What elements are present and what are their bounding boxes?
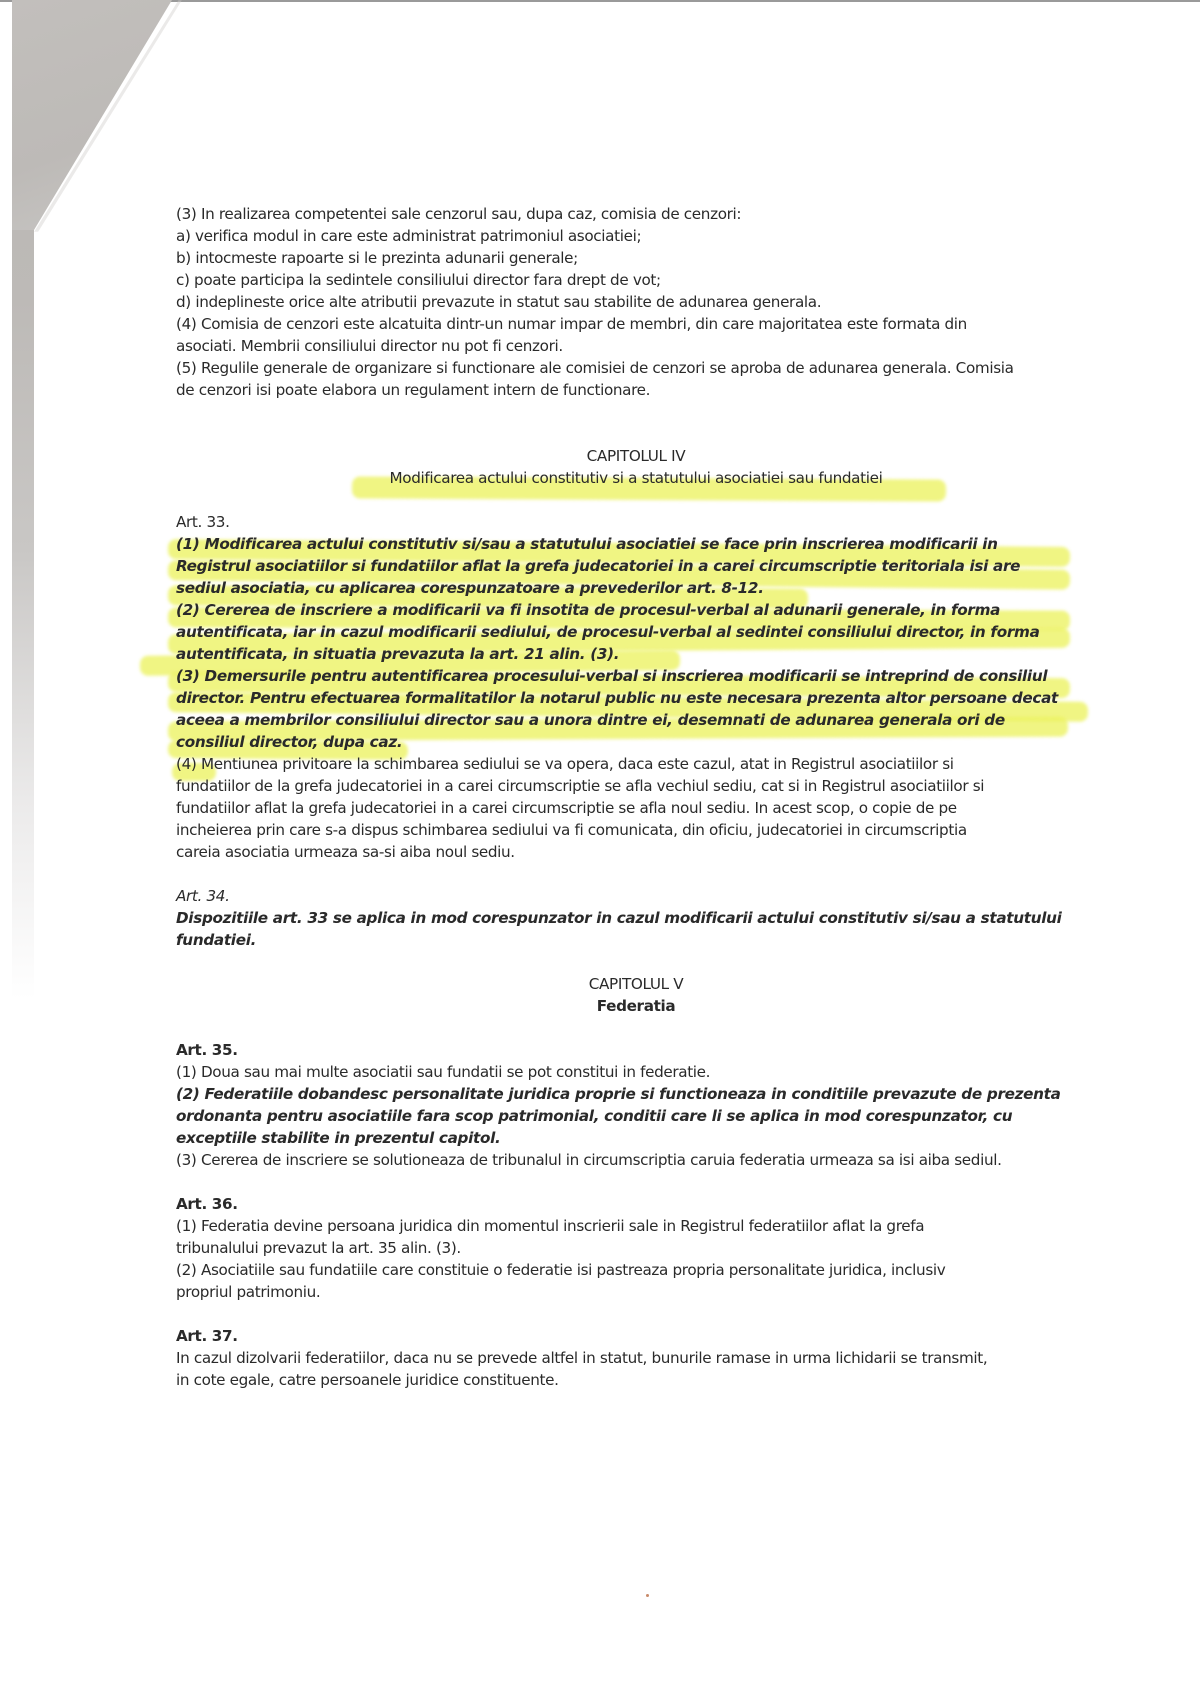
text-line: aceea a membrilor consiliului director sau a unora dintre ei, desemnati de adunarea generala ori de (176, 711, 1005, 729)
text-line: ordonanta pentru asociatiile fara scop patrimonial, conditii care li se aplica in mod corespunzator, cu (176, 1107, 1013, 1125)
article-heading: Art. 37. (176, 1327, 238, 1345)
text-line: c) poate participa la sedintele consiliului director fara drept de vot; (176, 271, 661, 289)
cenzori-section (176, 203, 1096, 401)
text-line: In cazul dizolvarii federatiilor, daca nu se prevede altfel in statut, bunurile ramase in urma lichidarii se transmit, (176, 1349, 988, 1367)
article-heading: Art. 33. (176, 513, 230, 531)
text-line: (5) Regulile generale de organizare si functionare ale comisiei de cenzori se aproba de adunarea generala. Comisia (176, 359, 1014, 377)
text-line: in cote egale, catre persoanele juridice constituente. (176, 1371, 559, 1389)
text-line: (2) Asociatiile sau fundatiile care constituie o federatie isi pastreaza propria personalitate juridica, inclusiv (176, 1261, 946, 1279)
text-line: incheierea prin care s-a dispus schimbarea sediului va fi comunicata, din oficiu, judecatoriei in circumscriptia (176, 821, 967, 839)
text-line: fundatiei. (176, 931, 257, 949)
chapter-title: Modificarea actului constitutiv si a statutului asociatiei sau fundatiei (389, 469, 883, 487)
article-heading: Art. 34. (176, 887, 230, 905)
text-line: tribunalului prevazut la art. 35 alin. (3). (176, 1239, 461, 1257)
text-line: (1) Federatia devine persoana juridica din momentul inscrierii sale in Registrul federatiilor aflat la grefa (176, 1217, 925, 1235)
article-36 (176, 1193, 1096, 1303)
article-35 (176, 1039, 1096, 1171)
text-line: b) intocmeste rapoarte si le prezinta adunarii generale; (176, 249, 578, 267)
document-page (176, 203, 1096, 1391)
text-line: propriul patrimoniu. (176, 1283, 321, 1301)
scan-speck (646, 1594, 649, 1597)
text-line: sediul asociatia, cu aplicarea corespunzatoare a prevederilor art. 8-12. (176, 579, 764, 597)
text-line: asociati. Membrii consiliului director nu pot fi cenzori. (176, 337, 563, 355)
article-37 (176, 1325, 1096, 1391)
text-line: Dispozitiile art. 33 se aplica in mod corespunzator in cazul modificarii actului constitutiv si/sau a statutului (176, 909, 1062, 927)
text-line: autentificata, in situatia prevazuta la art. 21 alin. (3). (176, 645, 620, 663)
text-line: a) verifica modul in care este administrat patrimoniul asociatiei; (176, 227, 642, 245)
text-line: (3) Demersurile pentru autentificarea procesului-verbal si inscrierea modificarii se intreprind de consiliul (176, 667, 1048, 685)
text-line: (4) Mentiunea privitoare la schimbarea sediului se va opera, daca este cazul, atat in Registrul asociatiilor si (176, 755, 954, 773)
scan-folded-corner (12, 0, 172, 230)
chapter-title: Federatia (596, 997, 676, 1015)
text-line: fundatiilor aflat la grefa judecatoriei in a carei circumscriptie se afla noul sediu. In acest scop, o copie de pe (176, 799, 957, 817)
text-line: autentificata, iar in cazul modificarii sediului, de procesul-verbal al sedintei consiliului director, in forma (176, 623, 1040, 641)
text-line: de cenzori isi poate elabora un regulament intern de functionare. (176, 381, 651, 399)
text-line: fundatiilor de la grefa judecatoriei in a carei circumscriptie se afla vechiul sediu, cat si in Registrul asociatiilor si (176, 777, 985, 795)
chapter-4-header (176, 445, 1096, 489)
text-line: careia asociatia urmeaza sa-si aiba noul sediu. (176, 843, 515, 861)
text-line: (1) Doua sau mai multe asociatii sau fundatii se pot constitui in federatie. (176, 1063, 711, 1081)
chapter-5-header (176, 973, 1096, 1017)
article-34 (176, 885, 1096, 951)
article-heading: Art. 35. (176, 1041, 238, 1059)
text-line: (2) Federatiile dobandesc personalitate juridica proprie si functioneaza in conditiile prevazute de prezenta (176, 1085, 1061, 1103)
text-line: (1) Modificarea actului constitutiv si/sau a statutului asociatiei se face prin inscrierea modificarii in (176, 535, 998, 553)
text-line: director. Pentru efectuarea formalitatilor la notarul public nu este necesara prezenta altor persoane decat (176, 689, 1058, 707)
text-line: (3) Cererea de inscriere se solutioneaza de tribunalul in circumscriptia caruia federatia urmeaza sa isi aiba sediul. (176, 1151, 1002, 1169)
text-line: (3) In realizarea competentei sale cenzorul sau, dupa caz, comisia de cenzori: (176, 205, 742, 223)
chapter-heading: CAPITOLUL IV (586, 447, 686, 465)
article-heading: Art. 36. (176, 1195, 238, 1213)
text-line: (2) Cererea de inscriere a modificarii va fi insotita de procesul-verbal al adunarii generale, in forma (176, 601, 1001, 619)
text-line: exceptiile stabilite in prezentul capitol. (176, 1129, 501, 1147)
chapter-heading: CAPITOLUL V (588, 975, 684, 993)
text-line: (4) Comisia de cenzori este alcatuita dintr-un numar impar de membri, din care majoritatea este formata din (176, 315, 967, 333)
text-line: d) indeplineste orice alte atributii prevazute in statut sau stabilite de adunarea generala. (176, 293, 822, 311)
article-33 (176, 511, 1096, 863)
text-line: Registrul asociatiilor si fundatiilor aflat la grefa judecatoriei in a carei circumscriptie teritoriala isi are (176, 557, 1021, 575)
text-line: consiliul director, dupa caz. (176, 733, 403, 751)
